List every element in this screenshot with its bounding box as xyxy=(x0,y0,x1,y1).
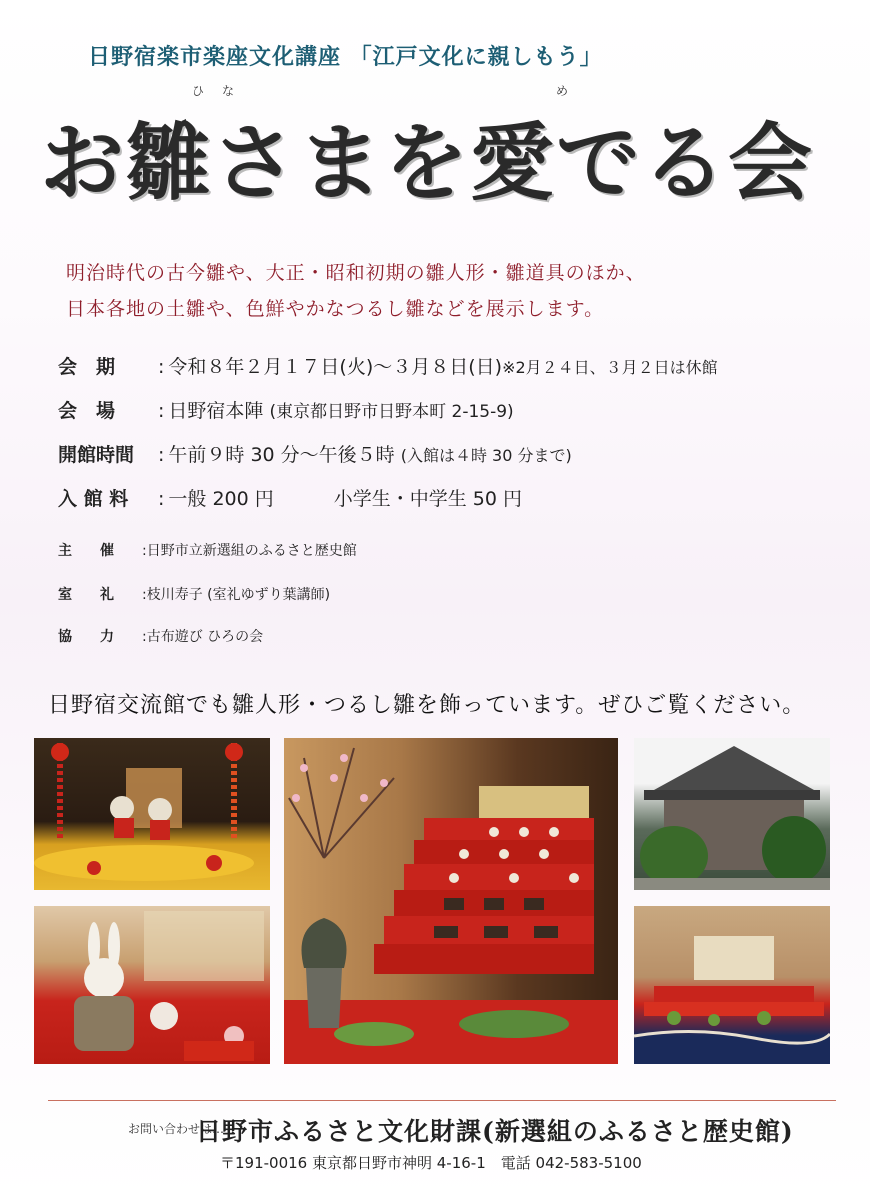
credit-organizer: 主 催 :日野市立新選組のふるさと歴史館 xyxy=(58,540,357,560)
intro-line-1: 明治時代の古今雛や、大正・昭和初期の雛人形・雛道具のほか、 xyxy=(66,262,646,284)
credit-label: 室 礼 xyxy=(58,587,114,603)
info-note: (東京都日野市日野本町 2-15-9) xyxy=(269,402,514,422)
photo-interior-display xyxy=(634,906,830,1064)
info-label: 開館時間 xyxy=(58,444,135,466)
ruby-me: め xyxy=(556,84,569,98)
contact-lead: お問い合わせは… xyxy=(128,1122,225,1136)
notice-text: 日野宿交流館でも雛人形・つるし雛を飾っています。ぜひご覧ください。 xyxy=(48,693,806,718)
photo-tsurushi-bina xyxy=(34,738,270,890)
page-title: お雛さまを愛でる会 xyxy=(40,113,815,212)
info-value: 一般 200 円 xyxy=(168,488,274,510)
info-row-hours: 開館時間 : 午前９時 30 分～午後５時 (入館は４時 30 分まで) xyxy=(58,440,572,467)
series-title: 日野宿楽市楽座文化講座 「江戸文化に親しもう」 xyxy=(88,45,603,70)
credit-value: 古布遊び ひろの会 xyxy=(146,629,264,645)
contact-organization: 日野市ふるさと文化財課(新選組のふるさと歴史館) xyxy=(196,1117,794,1146)
photo-hina-dan xyxy=(284,738,618,1064)
info-label: 会 場 xyxy=(58,400,116,422)
info-row-fee: 入 館 料 : 一般 200 円 小学生・中学生 50 円 xyxy=(58,484,522,511)
divider xyxy=(48,1100,836,1101)
info-value: 令和８年２月１７日(火)～３月８日(日) xyxy=(168,356,503,378)
photo-rabbit-doll xyxy=(34,906,270,1064)
info-label: 会 期 xyxy=(58,356,116,378)
info-row-period: 会 期 : 令和８年２月１７日(火)～３月８日(日)※2月２４日、３月２日は休館 xyxy=(58,352,718,379)
info-note: 小学生・中学生 50 円 xyxy=(333,488,523,510)
ruby-hina: ひな xyxy=(192,84,253,98)
info-note: ※2月２４日、３月２日は休館 xyxy=(502,358,718,377)
credit-cooperation: 協 力 :古布遊び ひろの会 xyxy=(58,626,263,646)
info-note: (入館は４時 30 分まで) xyxy=(400,446,572,465)
title-block xyxy=(40,82,840,212)
info-value: 日野宿本陣 xyxy=(168,400,264,422)
credit-label: 協 力 xyxy=(58,629,114,645)
intro-line-2: 日本各地の土雛や、色鮮やかなつるし雛などを展示します。 xyxy=(66,298,605,320)
info-label: 入 館 料 xyxy=(58,488,129,510)
credit-value: 枝川寿子 (室礼ゆずり葉講師) xyxy=(146,587,331,603)
credit-value: 日野市立新選組のふるさと歴史館 xyxy=(146,543,357,559)
contact-address: 〒191-0016 東京都日野市神明 4-16-1 電話 042-583-5100 xyxy=(220,1154,642,1172)
photo-honjin-building xyxy=(634,738,830,890)
info-value: 午前９時 30 分～午後５時 xyxy=(168,444,395,466)
credit-label: 主 催 xyxy=(58,543,114,559)
credit-decoration: 室 礼 :枝川寿子 (室礼ゆずり葉講師) xyxy=(58,584,330,604)
info-row-venue: 会 場 : 日野宿本陣 (東京都日野市日野本町 2-15-9) xyxy=(58,396,514,423)
